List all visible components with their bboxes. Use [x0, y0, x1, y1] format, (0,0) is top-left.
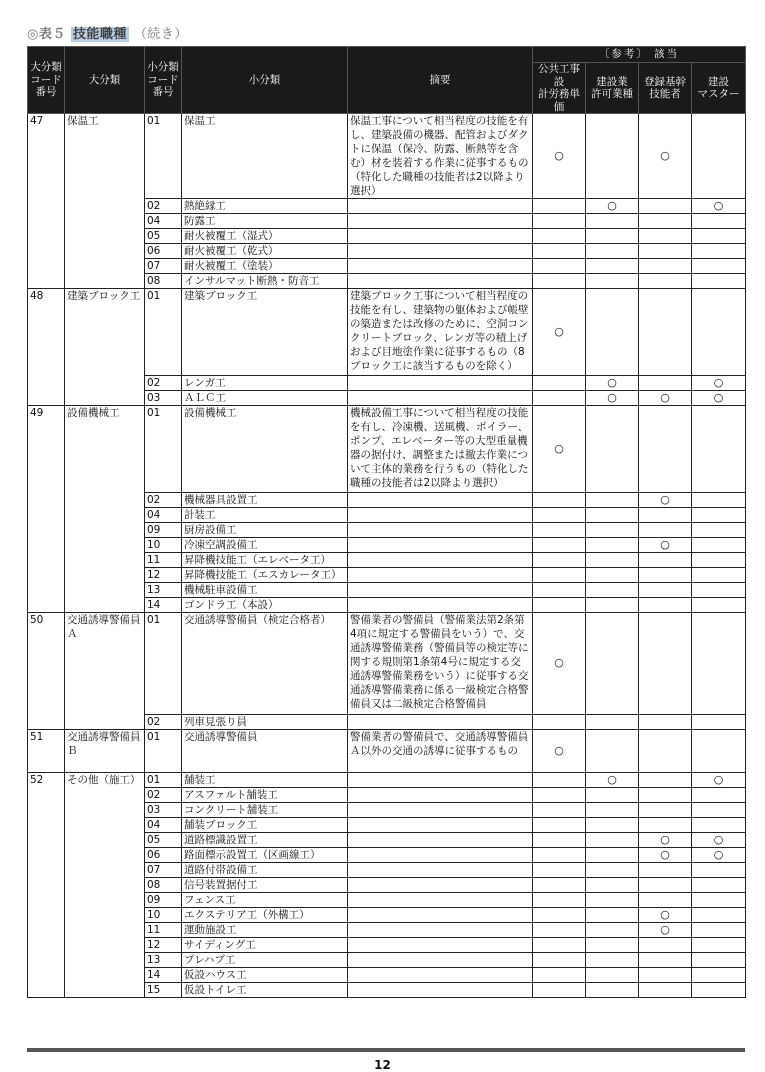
summary-cell: 警備業者の警備員（警備業法第2条第4項に規定する警備員をいう）で、交通誘導警備業務（警備員等の検定等に関する規則第1条第4号に規定する交通誘導警備業務をいう）に従事する交通誘導警備業務に係る一級検定合格警備員又は二級検定合格警備員	[348, 613, 533, 715]
ref-mark-cell	[533, 274, 586, 289]
ref-mark-cell	[586, 714, 639, 729]
summary-cell	[348, 244, 533, 259]
sho-code-cell: 06	[145, 848, 182, 863]
summary-cell	[348, 508, 533, 523]
ref-mark-cell	[586, 878, 639, 893]
dai-code-cell: 48	[28, 289, 65, 406]
ref-mark-cell	[586, 788, 639, 803]
header-dai: 大分類	[65, 47, 145, 114]
ref-mark-cell	[692, 983, 746, 998]
sho-code-cell: 01	[145, 114, 182, 199]
header-ref-col-2: 建設業 許可業種	[586, 63, 639, 114]
sho-name-cell: コンクリート舗装工	[182, 803, 348, 818]
table-body	[28, 114, 746, 998]
ref-mark-cell	[533, 788, 586, 803]
header-reference: 〔参考〕 該当	[533, 47, 746, 63]
ref-mark-cell: ○	[533, 114, 586, 199]
ref-mark-cell	[639, 893, 692, 908]
ref-mark-cell	[639, 376, 692, 391]
ref-mark-cell	[586, 923, 639, 938]
ref-mark-cell	[586, 583, 639, 598]
summary-cell	[348, 523, 533, 538]
sho-name-cell: 計装工	[182, 508, 348, 523]
ref-mark-cell: ○	[639, 833, 692, 848]
ref-mark-cell: ○	[692, 848, 746, 863]
sho-name-cell: 熱絶縁工	[182, 199, 348, 214]
sho-code-cell: 01	[145, 406, 182, 493]
header-sho: 小分類	[182, 47, 348, 114]
ref-mark-cell	[692, 523, 746, 538]
table-title	[27, 23, 188, 42]
ref-mark-cell	[586, 908, 639, 923]
ref-mark-cell	[533, 983, 586, 998]
ref-mark-cell	[533, 508, 586, 523]
dai-name-cell: 交通誘導警備員Ｂ	[65, 729, 145, 773]
ref-mark-cell	[533, 938, 586, 953]
sho-code-cell: 04	[145, 214, 182, 229]
ref-mark-cell	[533, 863, 586, 878]
sho-name-cell: 昇降機技能工（エレベータ工）	[182, 553, 348, 568]
ref-mark-cell: ○	[639, 493, 692, 508]
sho-code-cell: 04	[145, 508, 182, 523]
ref-mark-cell: ○	[586, 376, 639, 391]
summary-cell	[348, 923, 533, 938]
ref-mark-cell	[639, 818, 692, 833]
ref-mark-cell	[533, 229, 586, 244]
ref-mark-cell	[692, 803, 746, 818]
dai-code-cell: 47	[28, 114, 65, 289]
ref-mark-cell	[692, 553, 746, 568]
ref-mark-cell: ○	[692, 833, 746, 848]
table-row	[28, 114, 746, 199]
sho-code-cell: 06	[145, 244, 182, 259]
sho-name-cell: 道路付帯設備工	[182, 863, 348, 878]
sho-code-cell: 07	[145, 863, 182, 878]
summary-cell	[348, 598, 533, 613]
sho-name-cell: 仮設トイレ工	[182, 983, 348, 998]
ref-mark-cell	[639, 598, 692, 613]
sho-name-cell: 保温工	[182, 114, 348, 199]
sho-code-cell: 12	[145, 938, 182, 953]
ref-mark-cell: ○	[692, 376, 746, 391]
sho-name-cell: 列車見張り員	[182, 714, 348, 729]
summary-cell	[348, 773, 533, 788]
ref-mark-cell	[639, 523, 692, 538]
ref-mark-cell	[639, 214, 692, 229]
sho-code-cell: 08	[145, 274, 182, 289]
sho-code-cell: 08	[145, 878, 182, 893]
table-row	[28, 613, 746, 715]
table-row	[28, 773, 746, 788]
ref-mark-cell	[586, 818, 639, 833]
sho-code-cell: 14	[145, 968, 182, 983]
ref-mark-cell: ○	[692, 773, 746, 788]
ref-mark-cell: ○	[639, 908, 692, 923]
ref-mark-cell	[586, 983, 639, 998]
title-suffix: （続き）	[133, 27, 188, 42]
ref-mark-cell	[692, 968, 746, 983]
sho-name-cell: 厨房設備工	[182, 523, 348, 538]
ref-mark-cell	[692, 508, 746, 523]
sho-code-cell: 09	[145, 893, 182, 908]
sho-code-cell: 04	[145, 818, 182, 833]
sho-code-cell: 11	[145, 553, 182, 568]
sho-code-cell: 01	[145, 729, 182, 773]
sho-code-cell: 11	[145, 923, 182, 938]
ref-mark-cell	[533, 833, 586, 848]
ref-mark-cell	[533, 923, 586, 938]
ref-mark-cell: ○	[692, 199, 746, 214]
ref-mark-cell: ○	[639, 923, 692, 938]
ref-mark-cell	[639, 803, 692, 818]
summary-cell	[348, 953, 533, 968]
summary-cell	[348, 229, 533, 244]
ref-mark-cell	[639, 938, 692, 953]
ref-mark-cell	[692, 863, 746, 878]
ref-mark-cell	[533, 893, 586, 908]
sho-name-cell: 耐火被覆工（湿式）	[182, 229, 348, 244]
summary-cell	[348, 391, 533, 406]
ref-mark-cell	[533, 493, 586, 508]
summary-cell	[348, 803, 533, 818]
ref-mark-cell	[533, 773, 586, 788]
ref-mark-cell	[692, 923, 746, 938]
sho-name-cell: インサルマット断熱・防音工	[182, 274, 348, 289]
sho-name-cell: サイディング工	[182, 938, 348, 953]
ref-mark-cell	[639, 274, 692, 289]
table-row	[28, 289, 746, 376]
ref-mark-cell	[639, 983, 692, 998]
ref-mark-cell	[533, 214, 586, 229]
sho-name-cell: 防露工	[182, 214, 348, 229]
ref-mark-cell	[692, 244, 746, 259]
summary-cell	[348, 863, 533, 878]
sho-code-cell: 12	[145, 568, 182, 583]
ref-mark-cell	[692, 538, 746, 553]
ref-mark-cell: ○	[639, 391, 692, 406]
ref-mark-cell	[639, 199, 692, 214]
dai-code-cell: 52	[28, 773, 65, 998]
ref-mark-cell	[692, 714, 746, 729]
ref-mark-cell	[586, 244, 639, 259]
ref-mark-cell	[692, 259, 746, 274]
ref-mark-cell	[639, 583, 692, 598]
sho-name-cell: エクステリア工（外構工）	[182, 908, 348, 923]
sho-code-cell: 03	[145, 391, 182, 406]
ref-mark-cell	[533, 199, 586, 214]
sho-name-cell: ゴンドラ工（本設）	[182, 598, 348, 613]
sho-code-cell: 02	[145, 788, 182, 803]
table-row	[28, 406, 746, 493]
summary-cell	[348, 714, 533, 729]
ref-mark-cell	[586, 538, 639, 553]
ref-mark-cell	[586, 274, 639, 289]
summary-cell	[348, 568, 533, 583]
summary-cell	[348, 214, 533, 229]
sho-name-cell: 昇降機技能工（エスカレータ工）	[182, 568, 348, 583]
ref-mark-cell	[533, 714, 586, 729]
ref-mark-cell: ○	[533, 613, 586, 715]
ref-mark-cell	[692, 788, 746, 803]
dai-code-cell: 51	[28, 729, 65, 773]
summary-cell: 警備業者の警備員で、交通誘導警備員Ａ以外の交通の誘導に従事するもの	[348, 729, 533, 773]
ref-mark-cell	[639, 289, 692, 376]
sho-name-cell: 交通誘導警備員（検定合格者）	[182, 613, 348, 715]
ref-mark-cell	[692, 613, 746, 715]
sho-code-cell: 05	[145, 833, 182, 848]
sho-name-cell: 仮設ハウス工	[182, 968, 348, 983]
ref-mark-cell	[692, 406, 746, 493]
dai-code-cell: 50	[28, 613, 65, 730]
ref-mark-cell	[639, 953, 692, 968]
summary-cell	[348, 376, 533, 391]
ref-mark-cell	[533, 953, 586, 968]
header-sho-code: 小分類 コード 番号	[145, 47, 182, 114]
dai-code-cell: 49	[28, 406, 65, 613]
ref-mark-cell	[639, 406, 692, 493]
ref-mark-cell	[533, 848, 586, 863]
ref-mark-cell	[639, 863, 692, 878]
summary-cell	[348, 878, 533, 893]
summary-cell	[348, 818, 533, 833]
sho-code-cell: 15	[145, 983, 182, 998]
ref-mark-cell: ○	[586, 199, 639, 214]
ref-mark-cell	[533, 376, 586, 391]
ref-mark-cell	[692, 818, 746, 833]
ref-mark-cell	[533, 968, 586, 983]
sho-name-cell: 耐火被覆工（塗装）	[182, 259, 348, 274]
sho-code-cell: 13	[145, 953, 182, 968]
sho-code-cell: 03	[145, 803, 182, 818]
sho-code-cell: 02	[145, 714, 182, 729]
summary-cell	[348, 983, 533, 998]
ref-mark-cell	[639, 729, 692, 773]
ref-mark-cell	[692, 908, 746, 923]
summary-cell	[348, 553, 533, 568]
ref-mark-cell	[586, 863, 639, 878]
ref-mark-cell	[586, 406, 639, 493]
summary-cell	[348, 893, 533, 908]
ref-mark-cell	[586, 848, 639, 863]
ref-mark-cell	[533, 523, 586, 538]
ref-mark-cell	[533, 568, 586, 583]
ref-mark-cell	[692, 568, 746, 583]
summary-cell	[348, 538, 533, 553]
sho-code-cell: 07	[145, 259, 182, 274]
ref-mark-cell	[586, 803, 639, 818]
ref-mark-cell	[692, 214, 746, 229]
summary-cell	[348, 833, 533, 848]
ref-mark-cell: ○	[586, 773, 639, 788]
sho-name-cell: 冷凍空調設備工	[182, 538, 348, 553]
sho-code-cell: 01	[145, 613, 182, 715]
ref-mark-cell	[692, 274, 746, 289]
ref-mark-cell	[586, 568, 639, 583]
ref-mark-cell	[639, 568, 692, 583]
page-number: 12	[374, 1058, 391, 1072]
ref-mark-cell	[639, 508, 692, 523]
summary-cell	[348, 259, 533, 274]
sho-name-cell: 交通誘導警備員	[182, 729, 348, 773]
ref-mark-cell	[639, 788, 692, 803]
ref-mark-cell	[533, 818, 586, 833]
sho-name-cell: 建築ブロック工	[182, 289, 348, 376]
ref-mark-cell	[639, 968, 692, 983]
summary-cell	[348, 848, 533, 863]
ref-mark-cell	[533, 244, 586, 259]
ref-mark-cell	[639, 244, 692, 259]
ref-mark-cell: ○	[639, 848, 692, 863]
ref-mark-cell: ○	[586, 391, 639, 406]
ref-mark-cell	[639, 773, 692, 788]
sho-name-cell: 信号装置据付工	[182, 878, 348, 893]
ref-mark-cell	[586, 523, 639, 538]
footer-rule	[27, 1048, 745, 1052]
dai-name-cell: 設備機械工	[65, 406, 145, 613]
ref-mark-cell: ○	[533, 729, 586, 773]
summary-cell	[348, 583, 533, 598]
ref-mark-cell	[586, 214, 639, 229]
summary-cell: 建築ブロック工事について相当程度の技能を有し、建築物の躯体および帳壁の築造または改修のために、空洞コンクリートブロック、レンガ等の積上げおよび目地塗作業に従事するもの（8ブロック工に該当するものを除く）	[348, 289, 533, 376]
ref-mark-cell: ○	[639, 114, 692, 199]
sho-name-cell: プレハブ工	[182, 953, 348, 968]
ref-mark-cell	[586, 508, 639, 523]
dai-name-cell: 建築ブロック工	[65, 289, 145, 406]
sho-code-cell: 02	[145, 199, 182, 214]
ref-mark-cell	[586, 613, 639, 715]
ref-mark-cell	[639, 553, 692, 568]
ref-mark-cell: ○	[533, 406, 586, 493]
ref-mark-cell	[586, 259, 639, 274]
ref-mark-cell	[692, 493, 746, 508]
ref-mark-cell	[533, 908, 586, 923]
ref-mark-cell	[586, 493, 639, 508]
ref-mark-cell	[586, 289, 639, 376]
ref-mark-cell	[586, 553, 639, 568]
ref-mark-cell	[586, 229, 639, 244]
ref-mark-cell	[586, 953, 639, 968]
ref-mark-cell	[692, 229, 746, 244]
dai-name-cell: 交通誘導警備員Ａ	[65, 613, 145, 730]
ref-mark-cell	[639, 613, 692, 715]
sho-name-cell: 設備機械工	[182, 406, 348, 493]
sho-name-cell: 道路標識設置工	[182, 833, 348, 848]
sho-name-cell: 機械駐車設備工	[182, 583, 348, 598]
ref-mark-cell	[533, 553, 586, 568]
dai-name-cell: 保温工	[65, 114, 145, 289]
ref-mark-cell	[692, 729, 746, 773]
ref-mark-cell	[692, 289, 746, 376]
sho-name-cell: 舗装工	[182, 773, 348, 788]
ref-mark-cell	[533, 259, 586, 274]
ref-mark-cell: ○	[533, 289, 586, 376]
sho-code-cell: 02	[145, 376, 182, 391]
ref-mark-cell	[533, 598, 586, 613]
summary-cell	[348, 493, 533, 508]
ref-mark-cell	[692, 598, 746, 613]
sho-code-cell: 01	[145, 289, 182, 376]
sho-code-cell: 10	[145, 908, 182, 923]
ref-mark-cell	[533, 803, 586, 818]
ref-mark-cell	[692, 953, 746, 968]
sho-name-cell: 舗装ブロック工	[182, 818, 348, 833]
summary-cell	[348, 968, 533, 983]
sho-name-cell: ＡＬＣ工	[182, 391, 348, 406]
ref-mark-cell	[692, 114, 746, 199]
summary-cell	[348, 908, 533, 923]
summary-cell	[348, 938, 533, 953]
header-ref-col-1: 公共工事設 計労務単価	[533, 63, 586, 114]
ref-mark-cell	[586, 598, 639, 613]
ref-mark-cell	[639, 229, 692, 244]
ref-mark-cell	[586, 114, 639, 199]
sho-name-cell: 路面標示設置工（区画線工）	[182, 848, 348, 863]
summary-cell	[348, 199, 533, 214]
job-category-table	[27, 46, 746, 998]
ref-mark-cell: ○	[692, 391, 746, 406]
ref-mark-cell	[639, 714, 692, 729]
ref-mark-cell	[586, 968, 639, 983]
ref-mark-cell	[533, 391, 586, 406]
sho-name-cell: フェンス工	[182, 893, 348, 908]
ref-mark-cell	[586, 893, 639, 908]
sho-code-cell: 05	[145, 229, 182, 244]
sho-code-cell: 10	[145, 538, 182, 553]
sho-name-cell: レンガ工	[182, 376, 348, 391]
ref-mark-cell	[692, 583, 746, 598]
sho-name-cell: 耐火被覆工（乾式）	[182, 244, 348, 259]
ref-mark-cell	[533, 538, 586, 553]
dai-name-cell: その他（施工）	[65, 773, 145, 998]
sho-name-cell: 機械器具設置工	[182, 493, 348, 508]
title-main: 技能職種	[72, 27, 127, 42]
sho-code-cell: 09	[145, 523, 182, 538]
ref-mark-cell	[639, 878, 692, 893]
ref-mark-cell	[533, 583, 586, 598]
sho-code-cell: 01	[145, 773, 182, 788]
table-row	[28, 729, 746, 773]
sho-code-cell: 13	[145, 583, 182, 598]
title-prefix: ◎表５	[27, 27, 66, 42]
sho-code-cell: 02	[145, 493, 182, 508]
summary-cell	[348, 788, 533, 803]
ref-mark-cell	[692, 938, 746, 953]
ref-mark-cell	[639, 259, 692, 274]
ref-mark-cell	[586, 729, 639, 773]
ref-mark-cell	[692, 893, 746, 908]
summary-cell: 保温工事について相当程度の技能を有し、建築設備の機器、配管およびダクトに保温（保冷、防露、断熱等を含む）材を装着する作業に従事するもの（特化した職種の技能者は2以降より選択）	[348, 114, 533, 199]
ref-mark-cell: ○	[639, 538, 692, 553]
header-ref-col-3: 登録基幹 技能者	[639, 63, 692, 114]
sho-name-cell: アスファルト舗装工	[182, 788, 348, 803]
ref-mark-cell	[586, 938, 639, 953]
ref-mark-cell	[533, 878, 586, 893]
summary-cell: 機械設備工事について相当程度の技能を有し、冷凍機、送風機、ボイラー、ポンプ、エレベーター等の大型重量機器の据付け、調整または撤去作業について主体的業務を行うもの（特化した職種の技能者は2以降より選択）	[348, 406, 533, 493]
ref-mark-cell	[586, 833, 639, 848]
header-summary: 摘要	[348, 47, 533, 114]
sho-code-cell: 14	[145, 598, 182, 613]
sho-name-cell: 運動施設工	[182, 923, 348, 938]
summary-cell	[348, 274, 533, 289]
header-ref-col-4: 建設 マスター	[692, 63, 746, 114]
ref-mark-cell	[692, 878, 746, 893]
header-dai-code: 大分類 コード 番号	[28, 47, 65, 114]
